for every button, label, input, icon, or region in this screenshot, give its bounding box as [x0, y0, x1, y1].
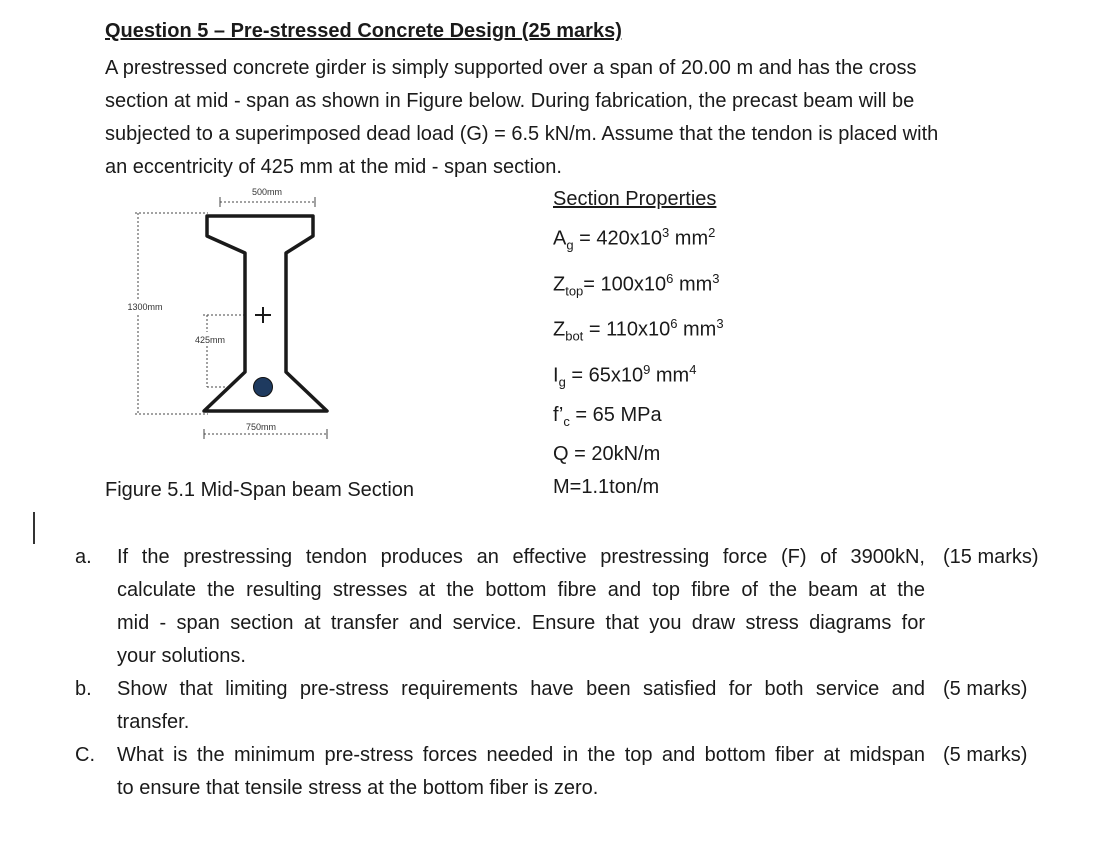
tendon-marker [254, 378, 273, 397]
part-label: C. [75, 744, 95, 766]
height-label: 1300mm [127, 302, 163, 312]
intro-line: A prestressed concrete girder is simply supported over a span of 20.00 m and has the cross [105, 57, 917, 79]
intro-line: an eccentricity of 425 mm at the mid - span section. [105, 156, 562, 178]
top-width-label: 500mm [251, 187, 283, 197]
eccentricity-label: 425mm [194, 335, 226, 345]
part-marks: (5 marks) [943, 744, 1028, 766]
question-intro [105, 52, 1005, 184]
part-text: If the prestressing tendon produces an effective prestressing force (F) of 3900kN, calculate the resulting stresses at the bottom fibre and top fibre of the beam at the mid - span section at transfer and service. Ensure that you draw stress diagrams for your solutions. [117, 546, 925, 667]
part-marks: (15 marks) [943, 546, 1039, 568]
beam-section-figure [105, 180, 345, 445]
part-label: a. [75, 546, 92, 568]
prop-ztop: $Z_{top}= 100x10^6$ $mm^3$ [553, 270, 720, 299]
prop-q: Q = 20kN/m [553, 442, 661, 465]
part-text: Show that limiting pre-stress requirements have been satisfied for both service and transfer. [117, 678, 925, 733]
part-marks: (5 marks) [943, 678, 1028, 700]
part-label: b. [75, 678, 92, 700]
section-properties-heading: Section Properties [553, 188, 717, 210]
prop-m: M=1.1ton/m [553, 475, 660, 498]
prop-ig: $I_g = 65x10^9$ $mm^4$ [553, 361, 697, 390]
question-title: Question 5 – Pre-stressed Concrete Design (25 marks) [105, 20, 622, 42]
intro-line: subjected to a superimposed dead load (G) = 6.5 kN/m. Assume that the tendon is placed with [105, 123, 939, 145]
prop-ag: $A_g = 420x10^3$ $mm^2$ [553, 225, 716, 253]
intro-line: section at mid - span as shown in Figure below. During fabrication, the precast beam will be [105, 90, 915, 112]
bottom-width-label: 750mm [245, 422, 277, 432]
prop-fc: $f’_c = 65$ MPa [553, 403, 662, 429]
part-text: What is the minimum pre-stress forces needed in the top and bottom fiber at midspan to ensure that tensile stress at the bottom fiber is zero. [117, 744, 925, 799]
figure-caption: Figure 5.1 Mid-Span beam Section [105, 479, 415, 501]
text-cursor [33, 512, 35, 544]
section-properties [553, 183, 724, 504]
prop-zbot: $Z_{bot} = 110x10^6$ $mm^3$ [553, 316, 724, 344]
